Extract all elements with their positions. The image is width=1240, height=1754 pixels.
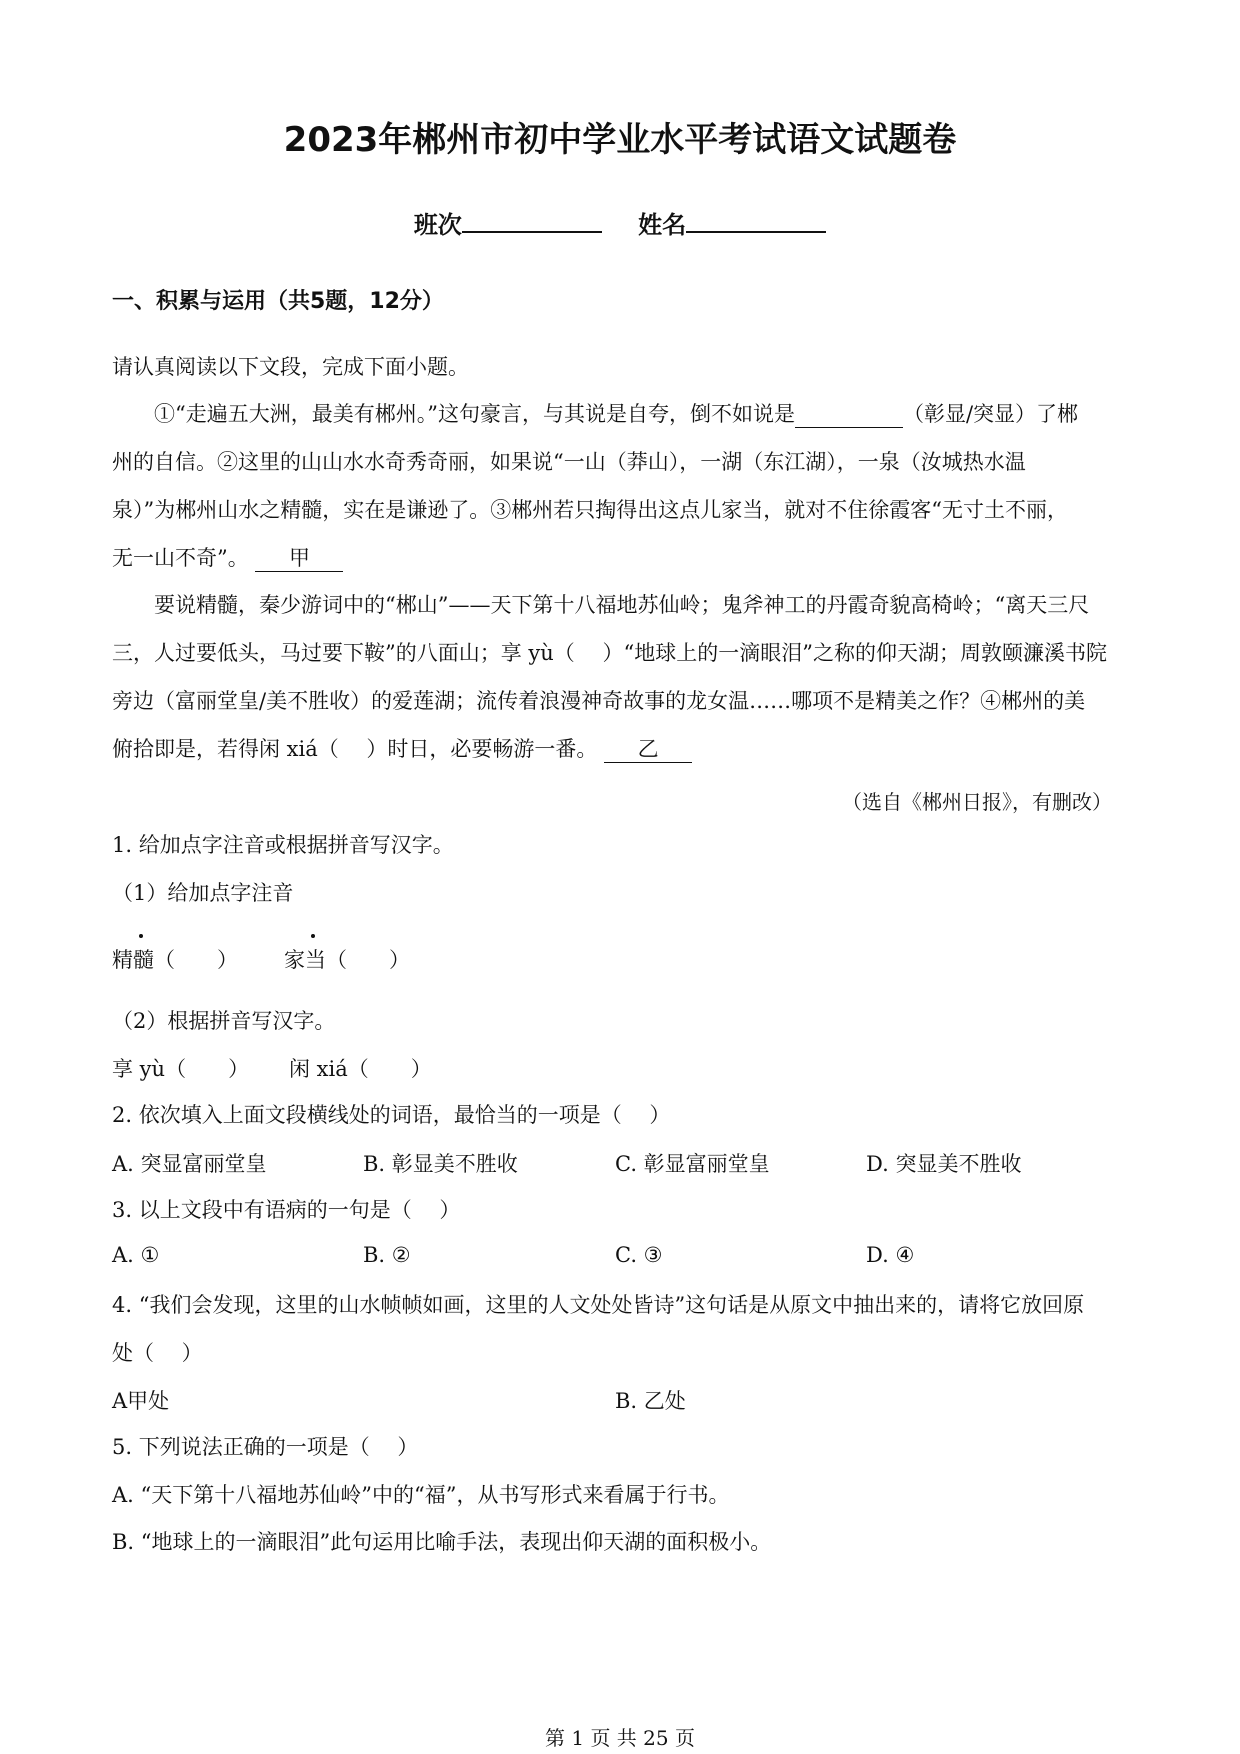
question-2-option-d: D. 突显美不胜收 (866, 1152, 1022, 1176)
class-blank (462, 209, 602, 233)
question-1-item-jingsui: 精髓（ ） (112, 948, 238, 972)
question-3-option-c: C. ③ (615, 1243, 663, 1267)
passage-text: 俯拾即是，若得闲 xiá（ ）时日，必要畅游一番。 (112, 737, 598, 761)
class-field (414, 205, 602, 240)
question-3-stem: 3. 以上文段中有语病的一句是（ ） (112, 1198, 461, 1222)
blank-yi: 乙 (604, 736, 692, 763)
question-5-option-b: B. “地球上的一滴眼泪”此句运用比喻手法，表现出仰天湖的面积极小。 (112, 1530, 772, 1554)
page-footer: 第 1 页 共 25 页 (545, 1726, 695, 1750)
question-5-stem: 5. 下列说法正确的一项是（ ） (112, 1435, 419, 1459)
passage-p2-line1: 要说精髓，秦少游词中的“郴山”——天下第十八福地苏仙岭；鬼斧神工的丹霞奇貌高椅岭；“离天三尺 (154, 593, 1090, 617)
passage-source: （选自《郴州日报》，有删改） (842, 790, 1112, 814)
question-2-option-a: A. 突显富丽堂皇 (112, 1152, 267, 1176)
question-1-sub1: （1）给加点字注音 (112, 881, 294, 905)
name-field (638, 205, 826, 240)
question-1-item-yu: 享 yù（ ） (112, 1057, 250, 1081)
question-1-sub2: （2）根据拼音写汉字。 (112, 1009, 336, 1033)
passage-p1-line2: 州的自信。②这里的山山水水奇秀奇丽，如果说“一山（莽山），一湖（东江湖），一泉（汝城热水温 (112, 450, 1026, 474)
question-1-stem: 1. 给加点字注音或根据拼音写汉字。 (112, 833, 454, 857)
question-4-option-a: A甲处 (112, 1389, 170, 1413)
passage-text: ①“走遍五大洲，最美有郴州。”这句豪言，与其说是自夸，倒不如说是 (154, 402, 795, 426)
question-4-stem-line1: 4. “我们会发现，这里的山水帧帧如画，这里的人文处处皆诗”这句话是从原文中抽出来的，请将它放回原 (112, 1293, 1085, 1317)
section-heading: 一、积累与运用（共5题，12分） (112, 289, 444, 314)
blank-jia: 甲 (255, 545, 343, 572)
passage-intro: 请认真阅读以下文段，完成下面小题。 (112, 355, 469, 379)
question-4-stem-line2: 处（ ） (112, 1341, 203, 1365)
passage-p1-line3: 泉）”为郴州山水之精髓，实在是谦逊了。③郴州若只掏得出这点儿家当，就对不住徐霞客“无寸土不丽， (112, 498, 1068, 522)
passage-text: （彰显/突显）了郴 (902, 402, 1079, 426)
question-5-option-a: A. “天下第十八福地苏仙岭”中的“福”，从书写形式来看属于行书。 (112, 1483, 730, 1507)
passage-text: 无一山不奇”。 (112, 546, 249, 570)
emphasis-dot (139, 934, 143, 938)
passage-p2-line4 (112, 734, 692, 764)
passage-p2-line2: 三，人过要低头，马过要下鞍”的八面山；享 yù（ ）“地球上的一滴眼泪”之称的仰天湖；周敦颐濂溪书院 (112, 641, 1107, 665)
passage-p2-line3: 旁边（富丽堂皇/美不胜收）的爱莲湖；流传着浪漫神奇故事的龙女温……哪项不是精美之作？④郴州的美 (112, 689, 1086, 713)
passage-p1-line1 (154, 399, 1078, 429)
question-1-item-xia: 闲 xiá（ ） (289, 1057, 432, 1081)
question-3-option-b: B. ② (363, 1243, 411, 1267)
question-3-option-a: A. ① (112, 1243, 160, 1267)
fill-blank-1 (795, 401, 903, 428)
question-2-option-b: B. 彰显美不胜收 (363, 1152, 518, 1176)
student-info-row (0, 205, 1240, 240)
question-3-option-d: D. ④ (866, 1243, 915, 1267)
question-1-item-jiadang: 家当（ ） (284, 948, 410, 972)
page-title: 2023年郴州市初中学业水平考试语文试题卷 (283, 120, 957, 160)
name-blank (686, 209, 826, 233)
class-label: 班次 (413, 211, 462, 239)
emphasis-dot (311, 934, 315, 938)
question-4-option-b: B. 乙处 (615, 1389, 686, 1413)
question-2-stem: 2. 依次填入上面文段横线处的词语，最恰当的一项是（ ） (112, 1103, 671, 1127)
passage-p1-line4 (112, 543, 343, 573)
name-label: 姓名 (638, 211, 687, 239)
question-2-option-c: C. 彰显富丽堂皇 (615, 1152, 770, 1176)
